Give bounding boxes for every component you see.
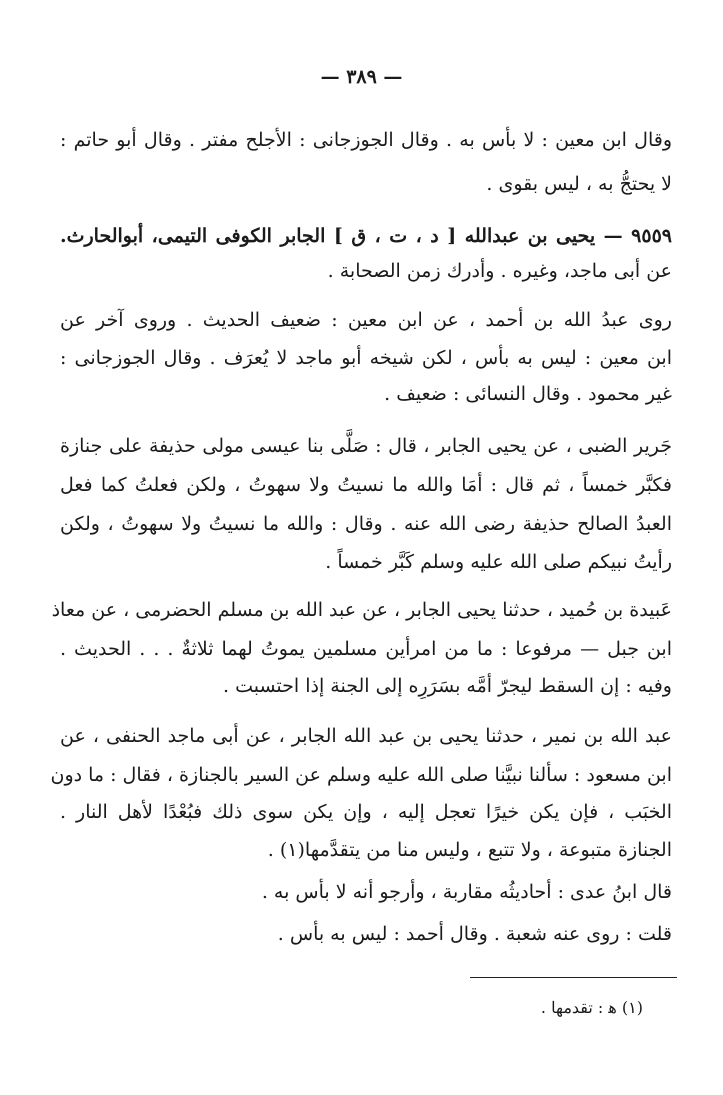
text-line: رأيتُ نبيكم صلى الله عليه وسلم كَبَّر خمساً . [325,551,672,573]
text-line: عَبيدة بن حُميد ، حدثنا يحيى الجابر ، عن عبد الله بن مسلم الحضرمى ، عن معاذ [51,599,672,621]
text-line: ابن مسعود : سألنا نبيَّنا صلى الله عليه وسلم عن السير بالجنازة ، فقال : ما دون [50,764,672,786]
text-line: فكبَّر خمساً ، ثم قال : أمَا والله ما نسيتُ ولا سهوتُ ، ولكن فعلتُ كما فعل [60,474,672,496]
text-line: الخبَب ، فإن يكن خيرًا تعجل إليه ، وإن يكن سوى ذلك فبُعْدًا لأهل النار . [60,801,672,823]
text-line: لا يحتجُّ به ، ليس بقوى . [486,173,672,195]
text-line: العبدُ الصالح حذيفة رضى الله عنه . وقال : والله ما نسيتُ ولا سهوتُ ، ولكن [60,513,672,535]
text-line: ابن معين : ليس به بأس ، لكن شيخه أبو ماجد لا يُعرَف . وقال الجوزجانى : [60,347,672,369]
text-line: عن أبى ماجد، وغيره . وأدرك زمن الصحابة . [327,260,672,282]
text-line: وقال ابن معين : لا بأس به . وقال الجوزجانى : الأجلح مفتر . وقال أبو حاتم : [60,129,672,151]
footnote: (١) ﻫ : تقدمها . [540,998,643,1017]
text-line: قلت : روى عنه شعبة . وقال أحمد : ليس به بأس . [277,923,672,945]
footnote-separator [470,977,677,978]
text-line: الجنازة متبوعة ، ولا تتبع ، وليس منا من يتقدَّمها(١) . [267,839,672,861]
text-line: قال ابنُ عدى : أحاديثُه مقاربة ، وأرجو أنه لا بأس به . [261,881,672,903]
entry-heading-9559: ٩٥٥٩ — يحيى بن عبدالله [ د ، ت ، ق ] الجابر الكوفى التيمى، أبوالحارث. [60,225,672,247]
text-line: ابن جبل — مرفوعا : ما من امرأين مسلمين يموتُ لهما ثلاثةٌ . . . الحديث . [60,638,672,660]
page-number: — ٣٨٩ — [320,66,403,88]
text-line: غير محمود . وقال النسائى : ضعيف . [384,383,672,405]
text-line: وفيه : إن السقط ليجرّ أمَّه بسَرَرِه إلى الجنة إذا احتسبت . [223,675,672,697]
text-line: روى عبدُ الله بن أحمد ، عن ابن معين : ضعيف الحديث . وروى آخر عن [60,309,672,331]
text-line: عبد الله بن نمير ، حدثنا يحيى بن عبد الله الجابر ، عن أبى ماجد الحنفى ، عن [60,725,672,747]
text-line: جَرير الضبى ، عن يحيى الجابر ، قال : صَلَّى بنا عيسى مولى حذيفة على جنازة [60,435,672,457]
